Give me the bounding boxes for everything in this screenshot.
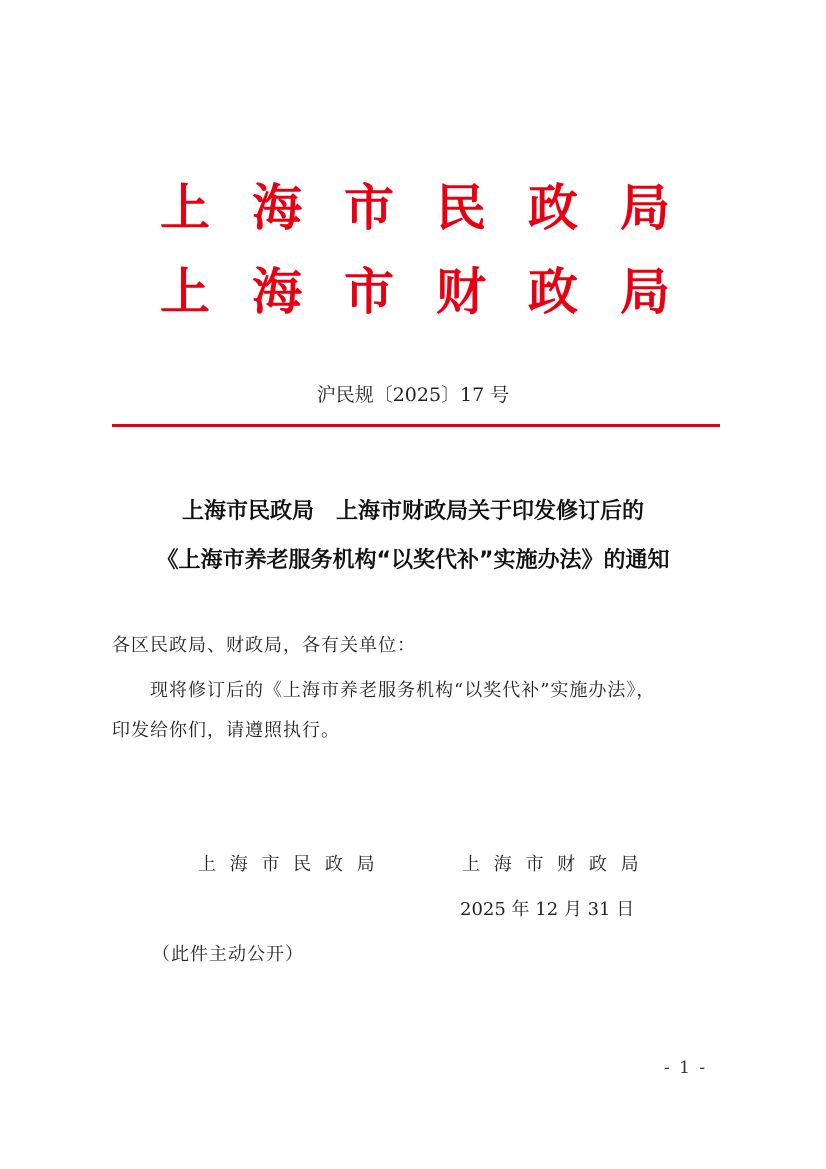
document-title-line-2: 《上海市养老服务机构“以奖代补”实施办法》的通知	[156, 548, 670, 573]
header-char: 政	[528, 179, 578, 237]
header-char: 局	[620, 179, 670, 237]
issue-date: 2025 年 12 月 31 日	[460, 899, 635, 920]
header-char: 海	[252, 263, 302, 321]
page-number: - 1 -	[664, 1058, 708, 1078]
header-char: 上	[160, 263, 210, 321]
red-separator-line	[112, 424, 720, 427]
body-paragraph-line-1: 现将修订后的《上海市养老服务机构“以奖代补”实施办法》，	[150, 680, 656, 701]
header-char: 市	[344, 179, 394, 237]
header-char: 局	[620, 263, 670, 321]
header-char: 上	[160, 179, 210, 237]
header-char: 政	[528, 263, 578, 321]
header-char: 民	[436, 179, 486, 237]
header-char: 海	[252, 179, 302, 237]
issuer-civil-affairs: 上 海 市 民 政 局	[198, 854, 379, 875]
issuer-finance: 上 海 市 财 政 局	[462, 854, 643, 875]
salutation: 各区民政局、财政局，各有关单位：	[112, 635, 416, 656]
body-paragraph-line-2: 印发给你们，请遵照执行。	[112, 720, 340, 741]
header-line-finance	[160, 262, 670, 322]
document-number: 沪民规〔2025〕17 号	[316, 384, 510, 406]
header-char: 财	[436, 263, 486, 321]
header-char: 市	[344, 263, 394, 321]
document-title-line-1: 上海市民政局 上海市财政局关于印发修订后的	[181, 499, 644, 524]
disclosure-note: （此件主动公开）	[152, 944, 304, 965]
header-line-civil-affairs	[160, 178, 670, 238]
